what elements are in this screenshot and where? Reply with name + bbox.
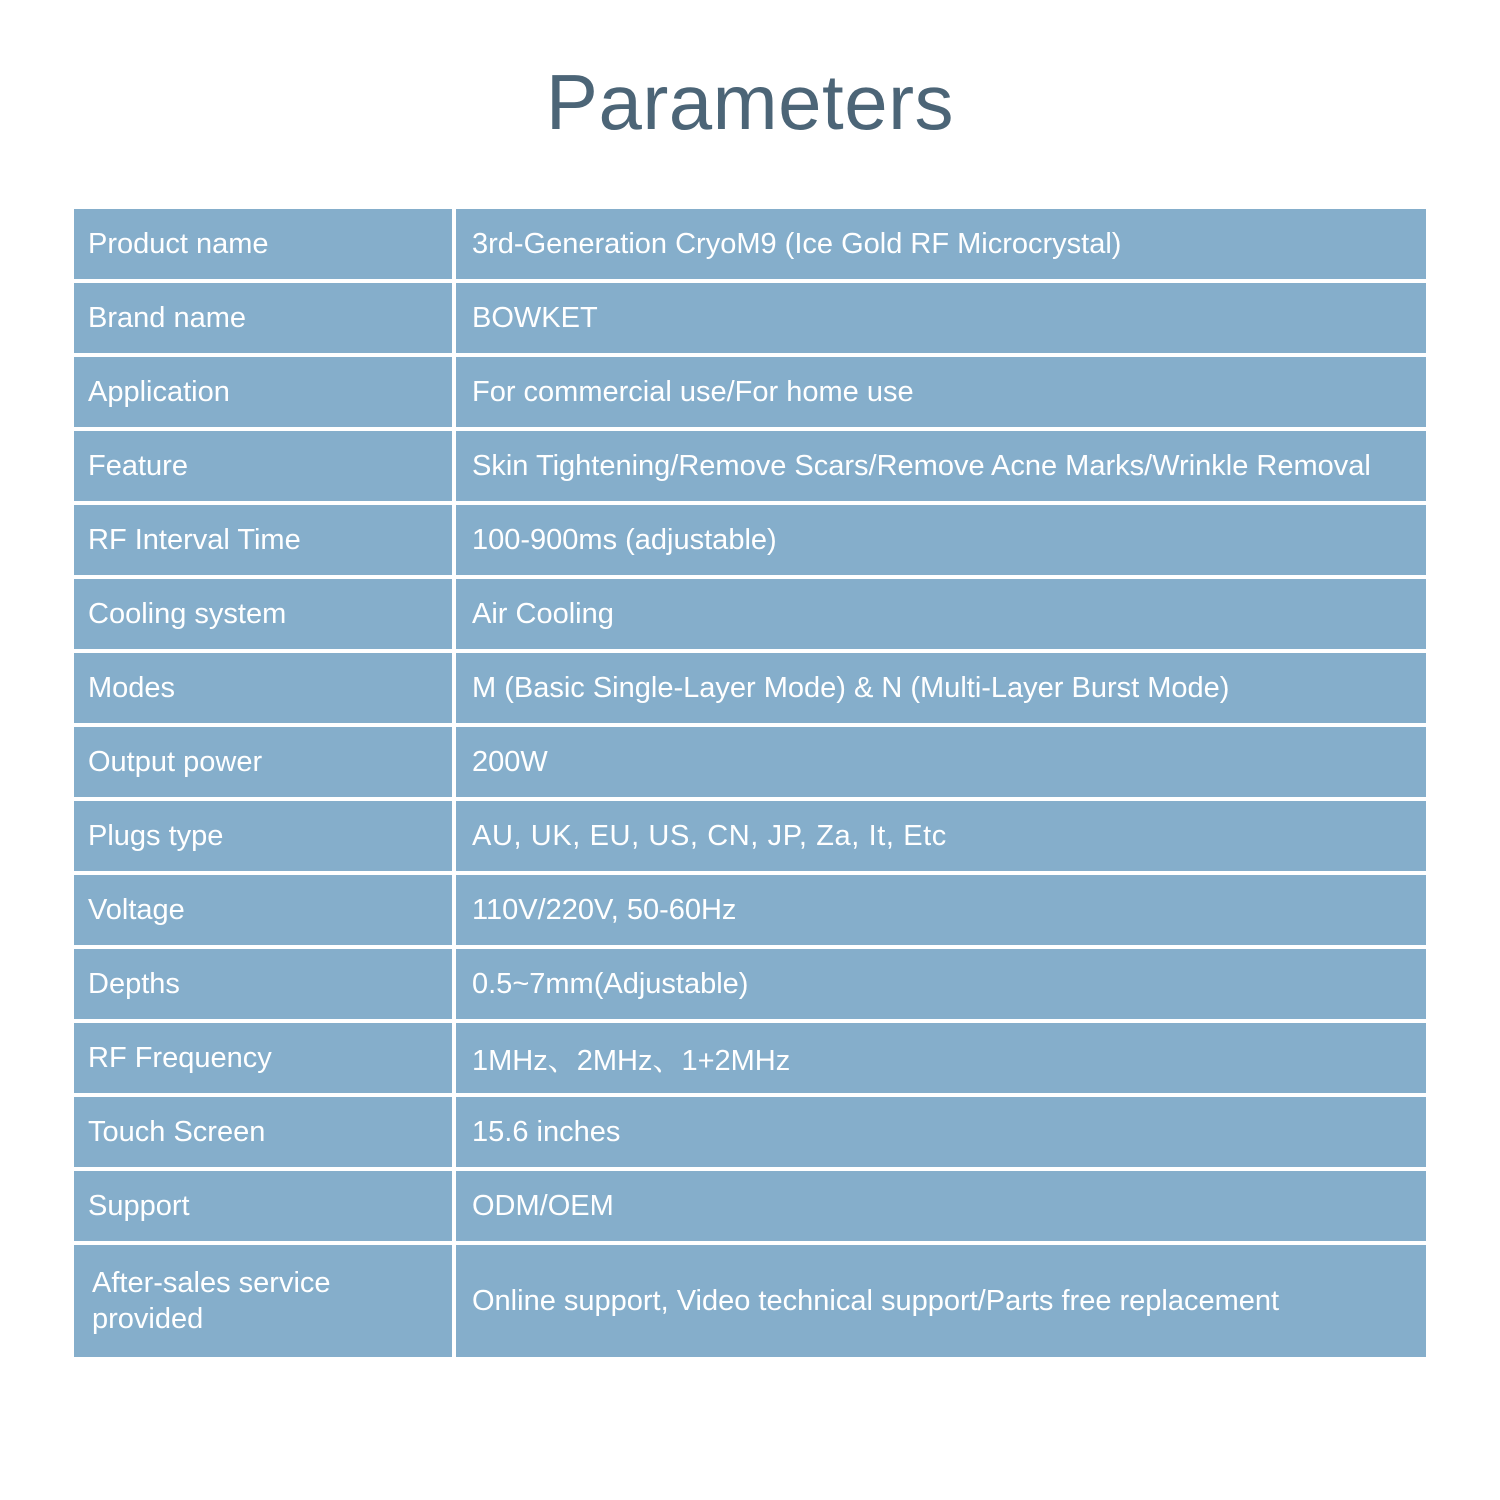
table-row	[74, 653, 1426, 723]
spec-label: Application	[74, 357, 456, 427]
table-row	[74, 949, 1426, 1019]
spec-value: 1MHz、2MHz、1+2MHz	[456, 1023, 1426, 1093]
spec-value: Online support, Video technical support/Parts free replacement	[456, 1245, 1426, 1357]
spec-value: 3rd-Generation CryoM9 (Ice Gold RF Microcrystal)	[456, 209, 1426, 279]
spec-label: RF Interval Time	[74, 505, 456, 575]
spec-value: ODM/OEM	[456, 1171, 1426, 1241]
table-row	[74, 1097, 1426, 1167]
spec-label: Feature	[74, 431, 456, 501]
spec-value: For commercial use/For home use	[456, 357, 1426, 427]
spec-value: 100-900ms (adjustable)	[456, 505, 1426, 575]
spec-label: Voltage	[74, 875, 456, 945]
table-row	[74, 727, 1426, 797]
page-title: Parameters	[545, 58, 955, 146]
spec-value: Air Cooling	[456, 579, 1426, 649]
table-row	[74, 209, 1426, 279]
specifications-table	[74, 205, 1426, 1361]
table-row	[74, 875, 1426, 945]
spec-label: Support	[74, 1171, 456, 1241]
spec-value: 0.5~7mm(Adjustable)	[456, 949, 1426, 1019]
spec-label: Output power	[74, 727, 456, 797]
spec-value: M (Basic Single-Layer Mode) & N (Multi-Layer Burst Mode)	[456, 653, 1426, 723]
table-row	[74, 357, 1426, 427]
table-row	[74, 1245, 1426, 1357]
spec-value: 15.6 inches	[456, 1097, 1426, 1167]
spec-value: AU, UK, EU, US, CN, JP, Za, It, Etc	[456, 801, 1426, 871]
spec-label: After-sales service provided	[74, 1245, 456, 1357]
table-row	[74, 801, 1426, 871]
spec-value: BOWKET	[456, 283, 1426, 353]
table-row	[74, 1023, 1426, 1093]
spec-label: Plugs type	[74, 801, 456, 871]
table-row	[74, 579, 1426, 649]
spec-label: Modes	[74, 653, 456, 723]
spec-label: Cooling system	[74, 579, 456, 649]
spec-value: 110V/220V, 50-60Hz	[456, 875, 1426, 945]
spec-label: Depths	[74, 949, 456, 1019]
table-row	[74, 283, 1426, 353]
spec-label: Product name	[74, 209, 456, 279]
spec-value: Skin Tightening/Remove Scars/Remove Acne Marks/Wrinkle Removal	[456, 431, 1426, 501]
spec-label: Touch Screen	[74, 1097, 456, 1167]
spec-label: Brand name	[74, 283, 456, 353]
table-row	[74, 1171, 1426, 1241]
spec-value: 200W	[456, 727, 1426, 797]
table-row	[74, 431, 1426, 501]
table-row	[74, 505, 1426, 575]
spec-label: RF Frequency	[74, 1023, 456, 1093]
